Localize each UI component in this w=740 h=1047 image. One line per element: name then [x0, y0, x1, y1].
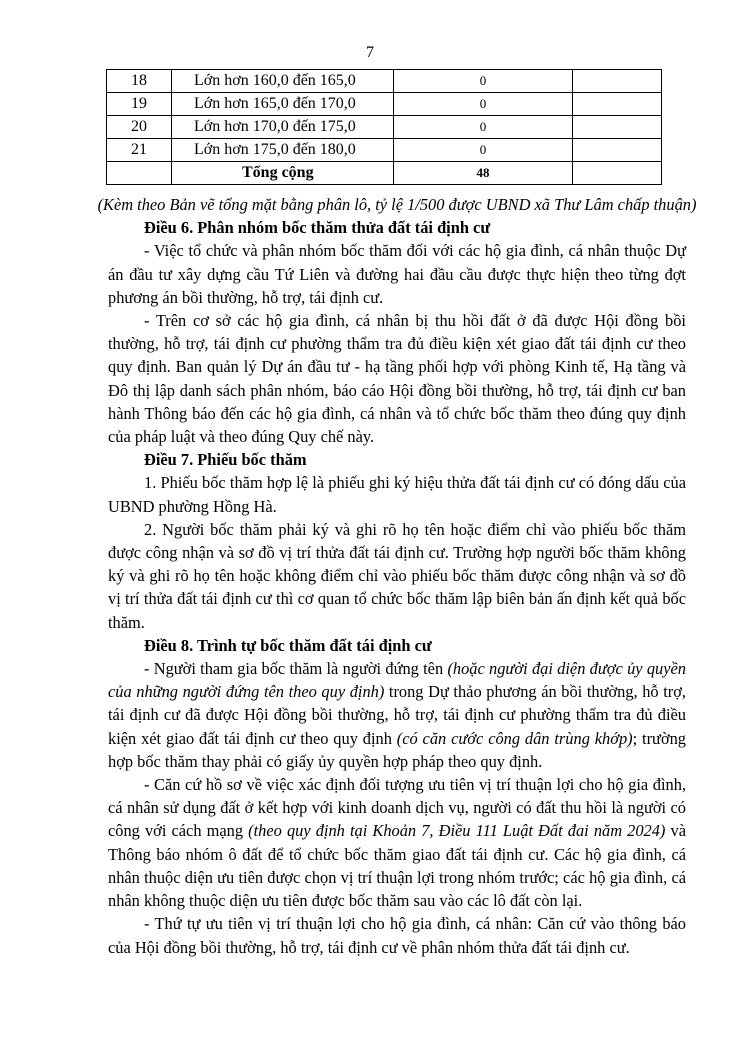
- area-range: Lớn hơn 160,0 đến 165,0: [172, 70, 394, 93]
- table-row: [107, 93, 662, 116]
- plot-count: 0: [394, 139, 573, 162]
- text-run: - Người tham gia bốc thăm là người đứng tên: [144, 659, 448, 679]
- total-note-cell: [573, 162, 662, 185]
- row-note: [573, 93, 662, 116]
- italic-text-run: (có căn cước công dân trùng khớp): [396, 728, 633, 748]
- row-number: 20: [107, 116, 172, 139]
- italic-text-run: (theo quy định tại Khoản 7, Điều 111 Luật Đất đai năm 2024): [248, 821, 666, 841]
- plot-count: 0: [394, 70, 573, 93]
- table-row: [107, 139, 662, 162]
- row-number: 19: [107, 93, 172, 116]
- article-6-paragraph-2: - Trên cơ sở các hộ gia đình, cá nhân bị thu hồi đất ở đã được Hội đồng bồi thường, hỗ trợ, tái định cư phường thẩm tra đủ điều kiện xét giao đất tái định cư theo quy định. Ban quản lý Dự án đầu tư - hạ tầng phối hợp với phòng Kinh tế, Hạ tầng và Đô thị lập danh sách phân nhóm, báo cáo Hội đồng bồi thường, hỗ trợ, tái định cư ban hành Thông báo đến các hộ gia đình, cá nhân và tổ chức bốc thăm theo đúng quy định của pháp luật và theo đúng Quy chế này.: [108, 311, 686, 447]
- article-8-paragraph-1: [108, 657, 686, 773]
- table-row: [107, 70, 662, 93]
- text-run: trong Dự thảo phương án bồi thường, hỗ trợ, tái định cư đã được Hội đồng bồi thường, hỗ trợ, tái định cư phường thẩm tra đủ điều kiện xét giao đất tái định cư theo quy định: [108, 682, 686, 748]
- text-run: ; trường hợp bốc thăm thay phải có giấy ủy quyền hợp pháp theo quy định.: [108, 728, 686, 771]
- table-row: [107, 116, 662, 139]
- text-run: và Thông báo nhóm ô đất để tổ chức bốc thăm giao đất tái định cư. Các hộ gia đình, cá nhân thuộc diện ưu tiên được chọn vị trí thuận lợi trong nhóm trước; các hộ gia đình, cá nhân không thuộc diện ưu tiên được bốc thăm sau vào các lô đất còn lại.: [108, 821, 686, 911]
- article-8-paragraph-3: - Thứ tự ưu tiên vị trí thuận lợi cho hộ gia đình, cá nhân: Căn cứ vào thông báo của Hội đồng bồi thường, hỗ trợ, tái định cư về phân nhóm thửa đất tái định cư.: [108, 914, 686, 957]
- allocation-table: [106, 69, 662, 185]
- area-range: Lớn hơn 170,0 đến 175,0: [172, 116, 394, 139]
- article-6-paragraph-1: - Việc tổ chức và phân nhóm bốc thăm đối với các hộ gia đình, cá nhân thuộc Dự án đầu tư xây dựng cầu Tứ Liên và đường hai đầu cầu được thực hiện theo từng đợt phương án bồi thường, hỗ trợ, tái định cư.: [108, 241, 686, 307]
- plot-count: 0: [394, 116, 573, 139]
- text-run: - Căn cứ hồ sơ về việc xác định đối tượng ưu tiên vị trí thuận lợi cho hộ gia đình, cá nhân sử dụng đất ở kết hợp với kinh doanh dịch vụ, người có đất thu hồi là người có công với cách mạng: [108, 775, 686, 841]
- row-number: 18: [107, 70, 172, 93]
- row-note: [573, 70, 662, 93]
- row-note: [573, 116, 662, 139]
- row-note: [573, 139, 662, 162]
- plot-count: 0: [394, 93, 573, 116]
- area-range: Lớn hơn 175,0 đến 180,0: [172, 139, 394, 162]
- article-7-heading: Điều 7. Phiếu bốc thăm: [144, 450, 307, 470]
- total-value: 48: [394, 162, 573, 185]
- total-empty-cell: [107, 162, 172, 185]
- row-number: 21: [107, 139, 172, 162]
- page-number: 7: [366, 44, 374, 61]
- total-label: Tổng cộng: [172, 162, 394, 185]
- table-total-row: [107, 162, 662, 185]
- article-7-paragraph-1: 1. Phiếu bốc thăm hợp lệ là phiếu ghi ký hiệu thửa đất tái định cư có đóng dấu của UBND phường Hồng Hà.: [108, 473, 686, 516]
- italic-text-run: (hoặc người đại diện được ủy quyền của những người đứng tên theo quy định): [108, 659, 686, 702]
- article-7-paragraph-2: 2. Người bốc thăm phải ký và ghi rõ họ tên hoặc điểm chỉ vào phiếu bốc thăm được công nhận và sơ đồ vị trí thửa đất tái định cư. Trường hợp người bốc thăm không ký và ghi rõ họ tên hoặc không điểm chỉ vào phiếu bốc thăm được công nhận và sơ đồ vị trí thửa đất tái định cư thì cơ quan tổ chức bốc thăm lập biên bản ấn định kết quả bốc thăm.: [108, 519, 686, 632]
- article-8-paragraph-2: [108, 773, 686, 912]
- article-6-heading: Điều 6. Phân nhóm bốc thăm thửa đất tái định cư: [144, 218, 491, 238]
- area-range: Lớn hơn 165,0 đến 170,0: [172, 93, 394, 116]
- table-caption: (Kèm theo Bản vẽ tổng mặt bằng phân lô, tỷ lệ 1/500 được UBND xã Thư Lâm chấp thuận): [97, 195, 697, 214]
- article-8-heading: Điều 8. Trình tự bốc thăm đất tái định cư: [144, 635, 432, 655]
- document-body: [97, 193, 697, 959]
